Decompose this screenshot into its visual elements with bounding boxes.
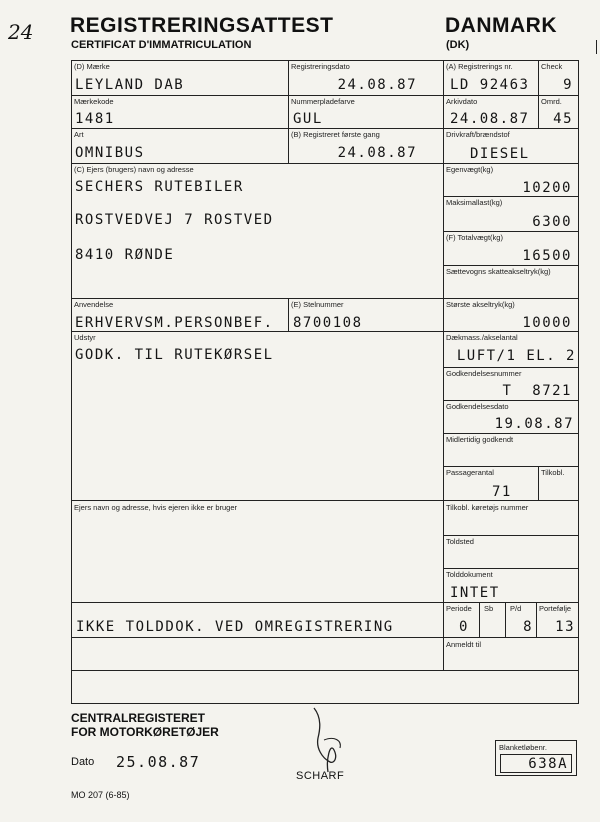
egenvaegt-label: Egenvægt(kg) — [446, 165, 494, 174]
anvendelse-value: ERHVERVSM.PERSONBEF. — [75, 315, 274, 331]
ejer-line-3: 8410 RØNDE — [75, 247, 175, 263]
blanket-value: 638A — [528, 756, 568, 772]
totalvaegt-value: 16500 — [522, 248, 572, 264]
portefolje-label: Portefølje — [539, 604, 572, 613]
bemaerkning-value: IKKE TOLDDOK. VED OMREGISTRERING — [76, 619, 394, 635]
midlertidig-label: Midlertidig godkendt — [446, 435, 514, 444]
portefolje-value: 13 — [555, 619, 575, 635]
ejer-ikke-bruger-label: Ejers navn og adresse, hvis ejeren ikke er bruger — [74, 503, 238, 512]
godk-nr-label: Godkendelsesnummer — [446, 369, 522, 378]
dato-value: 25.08.87 — [116, 753, 201, 771]
check-value: 9 — [563, 77, 573, 93]
foerste-gang-value: 24.08.87 — [337, 145, 417, 161]
toldsted-label: Toldsted — [446, 537, 474, 546]
pd-label: P/d — [510, 604, 522, 613]
edge-mark — [596, 40, 597, 54]
art-value: OMNIBUS — [75, 145, 145, 161]
reg-dato-label: Registreringsdato — [291, 62, 350, 71]
akseltryk-label: Største akseltryk(kg) — [446, 300, 515, 309]
foerste-gang-label: (B) Registreret første gang — [291, 130, 380, 139]
udstyr-label: Udstyr — [74, 333, 96, 342]
reg-nr-value: LD 92463 — [450, 77, 530, 93]
periode-label: Periode — [446, 604, 472, 613]
godk-nr-value: T 8721 — [502, 383, 572, 399]
org-line-2: FOR MOTORKØRETØJER — [71, 725, 219, 739]
daekmass-label: Dækmass./akselantal — [446, 333, 518, 342]
drivkraft-label: Drivkraft/brændstof — [446, 130, 510, 139]
form-code: MO 207 (6-85) — [71, 790, 130, 800]
document-title: REGISTRERINGSATTEST — [70, 14, 334, 37]
omrd-value: 45 — [553, 111, 573, 127]
passagerantal-label: Passagerantal — [446, 468, 494, 477]
margin-note: 24 — [8, 20, 34, 44]
pladefarve-value: GUL — [293, 111, 323, 127]
maerkekode-label: Mærkekode — [74, 97, 114, 106]
tilkobl-label: Tilkobl. — [541, 468, 565, 477]
anmeldt-label: Anmeldt til — [446, 640, 482, 649]
blanket-value-box — [500, 754, 572, 773]
stelnummer-label: (E) Stelnummer — [291, 300, 344, 309]
godk-dato-label: Godkendelsesdato — [446, 402, 509, 411]
udstyr-value: GODK. TIL RUTEKØRSEL — [75, 347, 274, 363]
check-label: Check — [541, 62, 563, 71]
pd-value: 8 — [523, 619, 533, 635]
maksimallast-value: 6300 — [532, 214, 572, 230]
document-subtitle: CERTIFICAT D'IMMATRICULATION — [71, 39, 252, 51]
egenvaegt-value: 10200 — [522, 180, 572, 196]
blanket-box — [495, 740, 577, 776]
pladefarve-label: Nummerpladefarve — [291, 97, 355, 106]
stelnummer-value: 8700108 — [293, 315, 363, 331]
reg-nr-label: (A) Registrerings nr. — [446, 62, 513, 71]
signature-scribble-icon — [300, 700, 360, 780]
periode-value: 0 — [459, 619, 469, 635]
godk-dato-value: 19.08.87 — [494, 416, 574, 432]
arkivdato-value: 24.08.87 — [450, 111, 530, 127]
blanket-label: Blanketløbenr. — [499, 743, 547, 752]
ejer-line-2: ROSTVEDVEJ 7 ROSTVED — [75, 212, 274, 228]
maerke-value: LEYLAND DAB — [75, 77, 185, 93]
daekmass-value: LUFT/1 EL. 2 — [456, 348, 576, 364]
totalvaegt-label: (F) Totalvægt(kg) — [446, 233, 503, 242]
saettevogn-label: Sættevogns skatteakseltryk(kg) — [446, 267, 551, 276]
maksimallast-label: Maksimallast(kg) — [446, 198, 503, 207]
tolddokument-value: INTET — [450, 585, 500, 601]
tilkobl-nr-label: Tilkobl. køretøjs nummer — [446, 503, 529, 512]
omrd-label: Omrd. — [541, 97, 562, 106]
maerke-label: (D) Mærke — [74, 62, 110, 71]
art-label: Art — [74, 130, 84, 139]
org-line-1: CENTRALREGISTERET — [71, 711, 206, 725]
dato-label: Dato — [71, 756, 95, 768]
ejer-line-1: SECHERS RUTEBILER — [75, 179, 244, 195]
tolddokument-label: Tolddokument — [446, 570, 493, 579]
arkivdato-label: Arkivdato — [446, 97, 478, 106]
country-code: (DK) — [446, 39, 470, 51]
maerkekode-value: 1481 — [75, 111, 115, 127]
drivkraft-value: DIESEL — [470, 146, 530, 162]
signature-name: SCHARF — [296, 770, 345, 782]
passagerantal-value: 71 — [492, 484, 512, 500]
country-title: DANMARK — [445, 14, 557, 37]
ejer-label: (C) Ejers (brugers) navn og adresse — [74, 165, 194, 174]
anvendelse-label: Anvendelse — [74, 300, 114, 309]
akseltryk-value: 10000 — [522, 315, 572, 331]
sb-label: Sb — [484, 604, 494, 613]
reg-dato-value: 24.08.87 — [337, 77, 417, 93]
